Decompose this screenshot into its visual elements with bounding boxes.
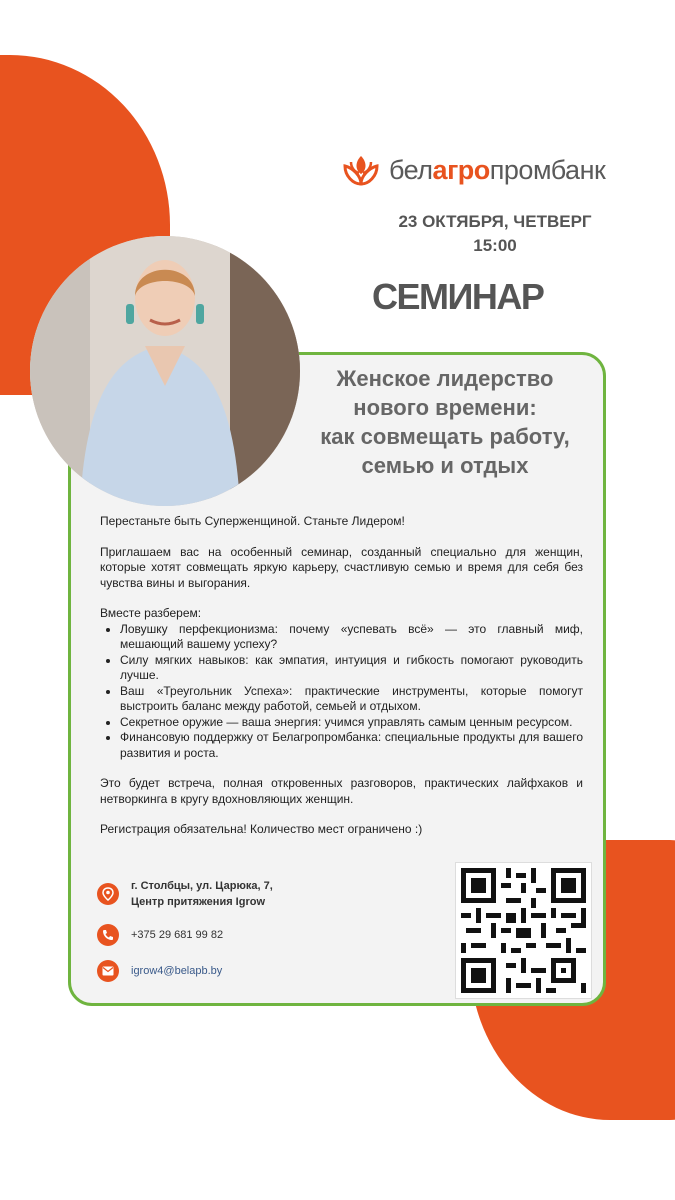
headline-line-3: как совмещать работу, [320, 424, 570, 449]
mail-icon [97, 960, 119, 982]
event-datetime [380, 210, 610, 258]
intro-text: Перестаньте быть Суперженщиной. Станьте Лидером! [100, 514, 405, 528]
phone-row[interactable] [97, 924, 273, 946]
list-item: • Ваш «Треугольник Успеха»: практические инструменты, которые помогут выстроить баланс между работой, семьей и отдыхом. [120, 684, 583, 715]
list-lead: Вместе разберем: [100, 606, 202, 620]
bank-logo [341, 150, 605, 190]
wheat-logo-icon [341, 150, 381, 190]
event-type-title: СЕМИНАР [372, 276, 544, 317]
address-line-2: Центр притяжения Igrow [131, 896, 266, 908]
headline-line-1: Женское лидерство [336, 366, 554, 391]
email-row[interactable] [97, 960, 273, 982]
phone-icon [97, 924, 119, 946]
list-item: • Ловушку перфекционизма: почему «успевать всё» — это главный миф, мешающий вашему успеху? [120, 622, 583, 653]
headline-line-2: нового времени: [353, 395, 537, 420]
event-date: 23 ОКТЯБРЯ, ЧЕТВЕРГ [398, 212, 592, 231]
registration-text: Регистрация обязательна! Количество мест ограничено :) [100, 822, 423, 836]
invite-text: Приглашаем вас на особенный семинар, созданный специально для женщин, которые хотят совмещать яркую карьеру, счастливую семью и время для себя без чувства вины и выгорания. [100, 544, 583, 590]
registration-qr-code[interactable] [455, 862, 592, 999]
address-row [97, 878, 273, 910]
seminar-headline [300, 364, 590, 480]
address-line-1: г. Столбцы, ул. Царюка, 7, [131, 880, 273, 892]
email-link[interactable]: igrow4@belapb.by [131, 965, 223, 977]
phone-number[interactable]: +375 29 681 99 82 [131, 929, 224, 941]
headline-line-4: семью и отдых [361, 453, 529, 478]
event-time: 15:00 [473, 236, 517, 255]
location-icon [97, 883, 119, 905]
list-item: • Секретное оружие — ваша энергия: учимся управлять самым ценным ресурсом. [120, 715, 583, 731]
seminar-description [100, 514, 583, 853]
meeting-text: Это будет встреча, полная откровенных разговоров, практических лайфхаков и нетворкинга в кругу вдохновляющих женщин. [100, 776, 583, 806]
bank-name: белагропромбанк [389, 154, 606, 185]
speaker-illustration [30, 236, 300, 506]
topics-list [100, 622, 583, 762]
qr-code-pattern [456, 863, 591, 998]
contacts-block [97, 878, 273, 996]
list-item: • Силу мягких навыков: как эмпатия, интуиция и гибкость помогают руководить лучше. [120, 653, 583, 684]
list-item: • Финансовую поддержку от Белагропромбанка: специальные продукты для вашего развития и роста. [120, 730, 583, 761]
speaker-photo [30, 236, 300, 506]
